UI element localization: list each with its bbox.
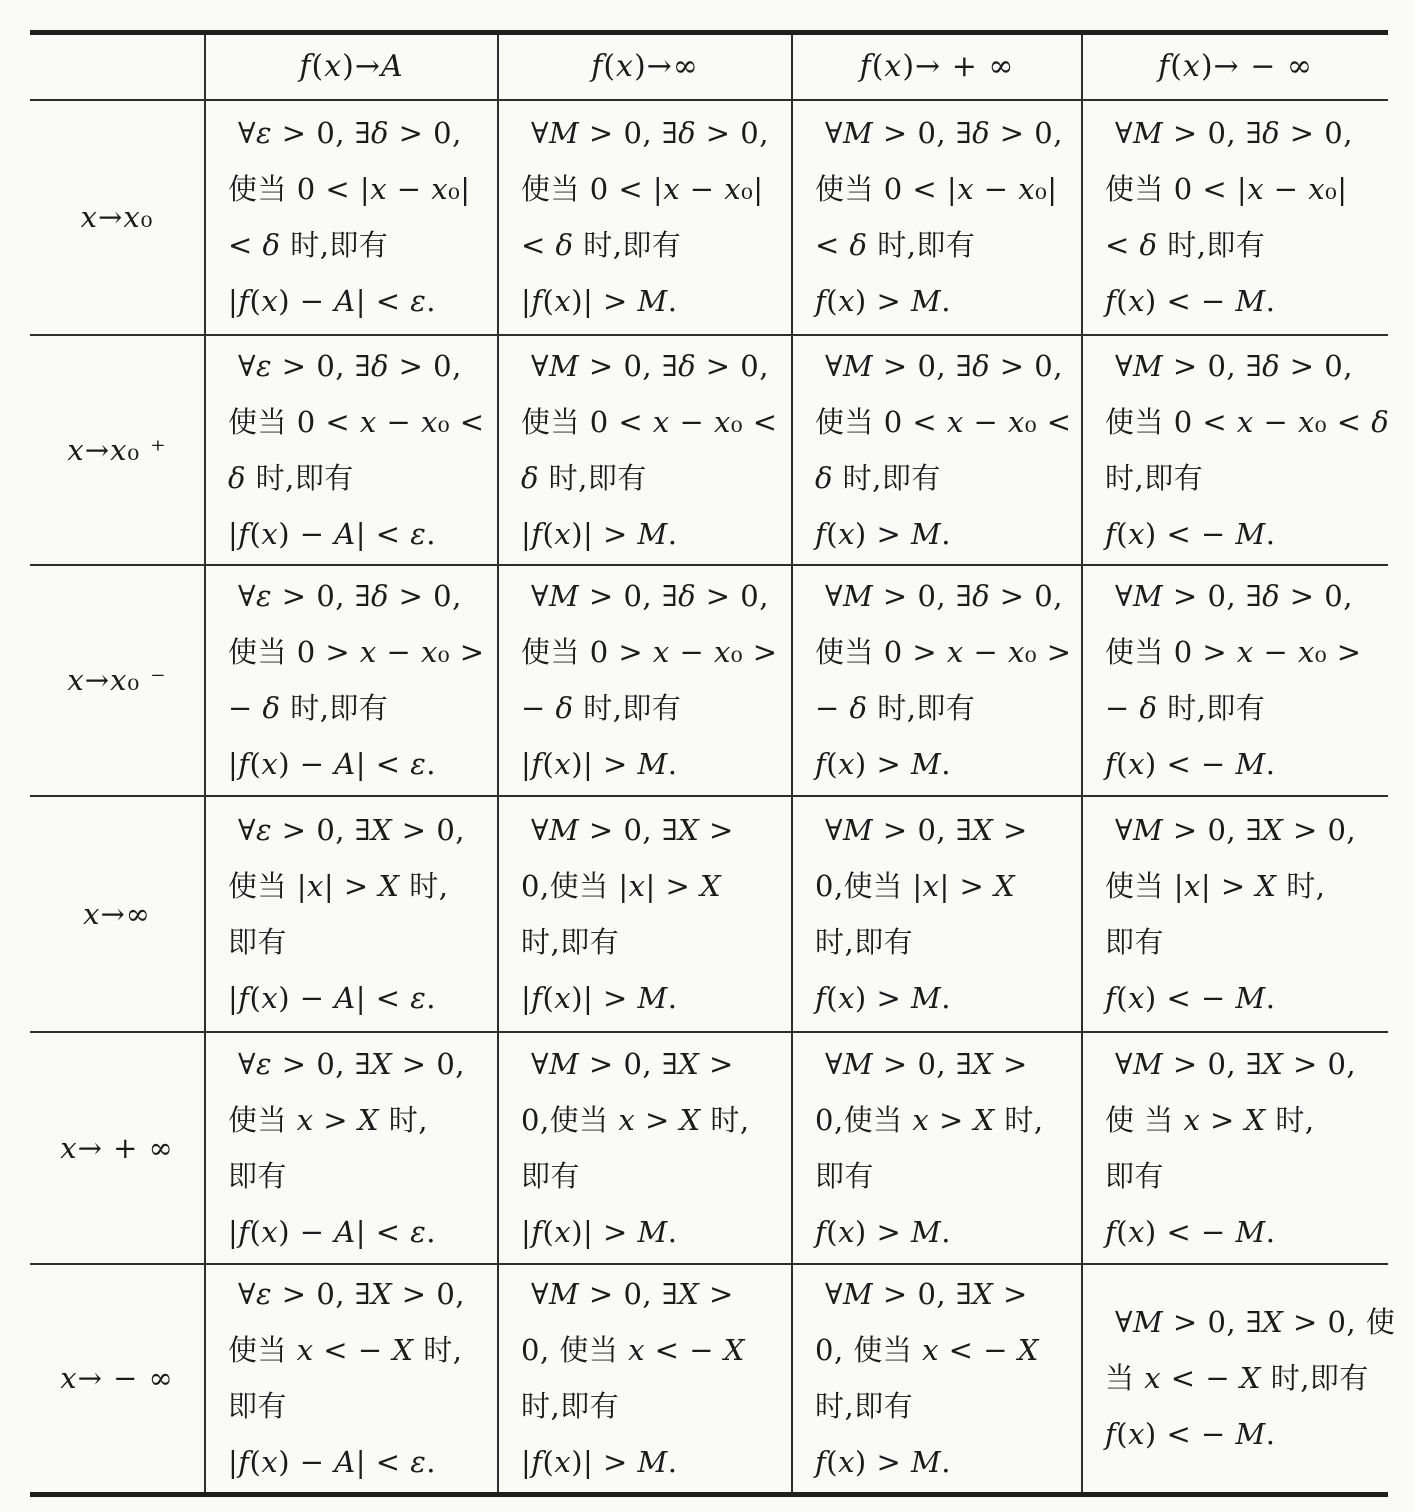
- formula-line: − δ 时,即有: [1105, 691, 1266, 725]
- formula-line: < δ 时,即有: [228, 228, 389, 262]
- formula-line: 时,即有: [815, 924, 914, 959]
- formula-line: ∀M > 0, ∃X >: [531, 812, 734, 847]
- table-header: [30, 33, 1388, 100]
- formula-line: 0,使当 x > X 时,: [521, 1102, 750, 1137]
- formula-line: − δ 时,即有: [228, 691, 389, 725]
- formula-line: f(x) < − M.: [1105, 1214, 1276, 1249]
- formula-line: 使当 0 > x − x₀ >: [521, 635, 778, 669]
- row-label: x→ + ∞: [30, 1032, 205, 1264]
- row-label: x→∞: [30, 796, 205, 1032]
- formula-line: 即有: [815, 1158, 875, 1193]
- formula-line: ∀M > 0, ∃X > 0,: [1115, 1046, 1357, 1081]
- formula-line: |f(x)| > M.: [521, 1445, 678, 1480]
- table-row: [30, 565, 1388, 796]
- formula-line: 时,即有: [1105, 460, 1204, 495]
- formula-line: 即有: [228, 1158, 288, 1193]
- formula-line: ∀M > 0, ∃δ > 0,: [531, 348, 769, 383]
- formula-line: 即有: [521, 1158, 581, 1193]
- definition-cell: [1082, 565, 1388, 796]
- definition-cell: [205, 796, 498, 1032]
- formula-line: 0,使当 x > X 时,: [815, 1102, 1044, 1137]
- formula-line: 使当 |x| > X 时,: [1105, 868, 1326, 903]
- formula-line: ∀M > 0, ∃X >: [531, 1277, 734, 1312]
- formula-line: ∀M > 0, ∃X > 0,: [1115, 812, 1357, 847]
- table-row: [30, 1032, 1388, 1264]
- formula-line: |f(x)| > M.: [521, 516, 678, 551]
- formula-line: f(x) > M.: [815, 980, 951, 1015]
- formula-line: 即有: [228, 1389, 288, 1424]
- formula-line: ∀M > 0, ∃X >: [531, 1046, 734, 1081]
- formula-line: f(x) > M.: [815, 516, 951, 551]
- formula-line: f(x) > M.: [815, 1445, 951, 1480]
- definition-cell: [1082, 796, 1388, 1032]
- row-label: x→x₀ ⁻: [30, 565, 205, 796]
- formula-line: ∀M > 0, ∃δ > 0,: [1115, 579, 1353, 613]
- formula-line: 使当 x > X 时,: [228, 1102, 428, 1137]
- definition-cell: [205, 1032, 498, 1264]
- formula-line: 使当 0 < |x − x₀|: [815, 172, 1058, 206]
- formula-line: f(x) < − M.: [1105, 747, 1276, 781]
- row-label: x→x₀: [30, 100, 205, 335]
- formula-line: < δ 时,即有: [521, 228, 682, 262]
- formula-line: f(x) > M.: [815, 1214, 951, 1249]
- formula-line: 时,即有: [521, 1389, 620, 1424]
- formula-line: f(x) > M.: [815, 284, 951, 318]
- formula-line: 使当 0 < |x − x₀|: [228, 172, 471, 206]
- limit-definition-table: [30, 30, 1396, 1497]
- table-body: [30, 100, 1396, 1495]
- formula-line: 使当 0 > x − x₀ >: [1105, 635, 1362, 669]
- formula-line: 使当 0 < |x − x₀|: [1105, 172, 1348, 206]
- formula-line: ∀M > 0, ∃X > 0, 使: [1115, 1305, 1396, 1340]
- formula-line: 使当 0 < x − x₀ <: [521, 404, 778, 439]
- table-row: [30, 1264, 1388, 1495]
- formula-line: ∀M > 0, ∃δ > 0,: [825, 116, 1063, 150]
- formula-line: 即有: [1105, 924, 1165, 959]
- column-header: f(x)→∞: [498, 33, 792, 100]
- formula-line: f(x) < − M.: [1105, 284, 1276, 318]
- formula-line: 0,使当 |x| > X: [521, 868, 722, 903]
- formula-line: ∀M > 0, ∃δ > 0,: [1115, 116, 1353, 150]
- definition-cell: [792, 335, 1082, 565]
- definition-cell: [1082, 335, 1388, 565]
- formula-line: ∀M > 0, ∃δ > 0,: [531, 579, 769, 613]
- formula-line: 使当 0 < x − x₀ <: [228, 404, 485, 439]
- formula-line: 0, 使当 x < − X: [815, 1333, 1039, 1368]
- definition-cell: [792, 1032, 1082, 1264]
- definition-cell: [498, 1264, 792, 1495]
- definition-cell: [498, 100, 792, 335]
- formula-line: 使当 0 > x − x₀ >: [815, 635, 1072, 669]
- formula-line: ∀M > 0, ∃X >: [825, 812, 1028, 847]
- definition-cell: [498, 335, 792, 565]
- formula-line: |f(x) − A| < ε.: [228, 1214, 437, 1249]
- formula-line: < δ 时,即有: [815, 228, 976, 262]
- definition-cell: [205, 565, 498, 796]
- formula-line: ∀M > 0, ∃δ > 0,: [825, 348, 1063, 383]
- formula-line: − δ 时,即有: [815, 691, 976, 725]
- formula-line: δ 时,即有: [815, 460, 941, 495]
- definition-cell: [498, 565, 792, 796]
- definition-cell: [1082, 1264, 1396, 1495]
- column-header: f(x)→ + ∞: [792, 33, 1082, 100]
- header-row: [30, 33, 1388, 100]
- row-label: x→ − ∞: [30, 1264, 205, 1495]
- formula-line: f(x) < − M.: [1105, 1417, 1276, 1452]
- formula-line: |f(x)| > M.: [521, 980, 678, 1015]
- formula-line: ∀ε > 0, ∃X > 0,: [238, 812, 465, 847]
- definition-cell: [205, 1264, 498, 1495]
- definition-cell: [205, 100, 498, 335]
- formula-line: ∀M > 0, ∃δ > 0,: [825, 579, 1063, 613]
- formula-line: ∀M > 0, ∃X >: [825, 1046, 1028, 1081]
- formula-line: 即有: [228, 924, 288, 959]
- formula-line: 使当 x < − X 时,: [228, 1333, 463, 1368]
- column-header: f(x)→A: [205, 33, 498, 100]
- corner-cell: [30, 33, 205, 100]
- formula-line: < δ 时,即有: [1105, 228, 1266, 262]
- formula-line: f(x) < − M.: [1105, 980, 1276, 1015]
- formula-line: ∀ε > 0, ∃δ > 0,: [238, 579, 462, 613]
- definition-cell: [1082, 1032, 1388, 1264]
- formula-line: |f(x) − A| < ε.: [228, 980, 437, 1015]
- definition-cell: [498, 1032, 792, 1264]
- formula-line: ∀ε > 0, ∃δ > 0,: [238, 116, 462, 150]
- column-header: f(x)→ − ∞: [1082, 33, 1388, 100]
- formula-line: 当 x < − X 时,即有: [1105, 1361, 1369, 1396]
- formula-line: 使当 0 < x − x₀ < δ: [1105, 404, 1390, 439]
- formula-line: 使当 0 > x − x₀ >: [228, 635, 485, 669]
- formula-line: 时,即有: [521, 924, 620, 959]
- formula-line: δ 时,即有: [521, 460, 647, 495]
- definition-cell: [792, 100, 1082, 335]
- formula-line: |f(x) − A| < ε.: [228, 516, 437, 551]
- definition-cell: [205, 335, 498, 565]
- formula-line: ∀ε > 0, ∃X > 0,: [238, 1277, 465, 1312]
- definition-cell: [1082, 100, 1388, 335]
- formula-line: 0,使当 |x| > X: [815, 868, 1016, 903]
- formula-line: |f(x) − A| < ε.: [228, 284, 437, 318]
- formula-line: ∀M > 0, ∃δ > 0,: [1115, 348, 1353, 383]
- formula-line: 使当 0 < x − x₀ <: [815, 404, 1072, 439]
- formula-line: |f(x) − A| < ε.: [228, 747, 437, 781]
- formula-line: |f(x)| > M.: [521, 284, 678, 318]
- definition-cell: [792, 796, 1082, 1032]
- formula-line: ∀ε > 0, ∃δ > 0,: [238, 348, 462, 383]
- formula-line: 使当 |x| > X 时,: [228, 868, 449, 903]
- definition-cell: [792, 1264, 1082, 1495]
- formula-line: 时,即有: [815, 1389, 914, 1424]
- formula-line: 即有: [1105, 1158, 1165, 1193]
- formula-line: 使 当 x > X 时,: [1105, 1102, 1315, 1137]
- formula-line: 使当 0 < |x − x₀|: [521, 172, 764, 206]
- formula-line: f(x) > M.: [815, 747, 951, 781]
- table-row: [30, 796, 1388, 1032]
- formula-line: 0, 使当 x < − X: [521, 1333, 745, 1368]
- formula-line: ∀M > 0, ∃δ > 0,: [531, 116, 769, 150]
- definition-cell: [498, 796, 792, 1032]
- row-label: x→x₀ ⁺: [30, 335, 205, 565]
- table-row: [30, 335, 1388, 565]
- formula-line: |f(x) − A| < ε.: [228, 1445, 437, 1480]
- formula-line: ∀M > 0, ∃X >: [825, 1277, 1028, 1312]
- formula-line: ∀ε > 0, ∃X > 0,: [238, 1046, 465, 1081]
- formula-line: |f(x)| > M.: [521, 747, 678, 781]
- formula-line: f(x) < − M.: [1105, 516, 1276, 551]
- definition-cell: [792, 565, 1082, 796]
- formula-line: − δ 时,即有: [521, 691, 682, 725]
- formula-line: |f(x)| > M.: [521, 1214, 678, 1249]
- formula-line: δ 时,即有: [228, 460, 354, 495]
- table-row: [30, 100, 1388, 335]
